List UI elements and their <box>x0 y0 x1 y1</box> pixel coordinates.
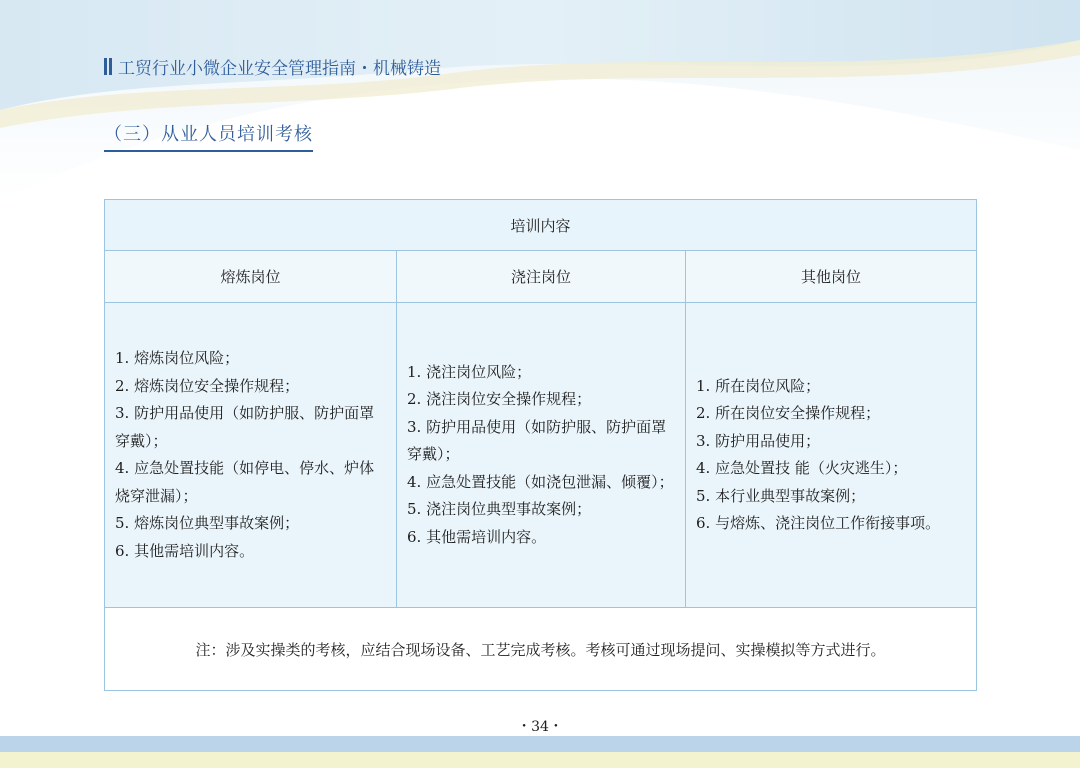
pouring-content-cell <box>397 303 686 608</box>
list-item: 1. 所在岗位风险； <box>696 376 821 395</box>
list-item: 5. 本行业典型事故案例； <box>696 486 866 505</box>
list-item: 1. 浇注岗位风险； <box>407 362 532 381</box>
smelting-item-list <box>115 345 386 565</box>
page-number: ・34・ <box>517 719 563 735</box>
list-item: 2. 所在岗位安全操作规程； <box>696 404 881 422</box>
section-title: （三）从业人员培训考核 <box>104 120 313 152</box>
list-item: 2. 浇注岗位安全操作规程； <box>407 390 592 409</box>
other-item-list <box>696 373 966 538</box>
list-item: 6. 与熔炼、浇注岗位工作衔接事项。 <box>696 514 941 532</box>
footer-band-blue <box>0 736 1080 752</box>
pouring-item-list <box>407 359 675 552</box>
header-title: 工贸行业小微企业安全管理指南・机械铸造 <box>118 59 441 79</box>
table-title: 培训内容 <box>105 200 977 251</box>
footer-band-yellow <box>0 752 1080 768</box>
training-table <box>104 199 977 691</box>
column-heading-pouring: 浇注岗位 <box>397 251 686 303</box>
list-item: 3. 防护用品使用（如防护服、防护面罩穿戴）； <box>115 404 375 450</box>
other-content-cell <box>686 303 977 608</box>
column-heading-other: 其他岗位 <box>686 251 977 303</box>
list-item: 2. 熔炼岗位安全操作规程； <box>115 376 300 395</box>
list-item: 6. 其他需培训内容。 <box>115 541 255 560</box>
list-item: 4. 应急处置技 能（火灾逃生）； <box>696 459 908 477</box>
table-note: 注：涉及实操类的考核，应结合现场设备、工艺完成考核。考核可通过现场提问、实操模拟等方式进行。 <box>105 608 977 691</box>
list-item: 3. 防护用品使用（如防护服、防护面罩穿戴）； <box>407 417 667 464</box>
list-item: 5. 浇注岗位典型事故案例； <box>407 500 592 519</box>
header-bars-icon <box>104 58 112 75</box>
list-item: 6. 其他需培训内容。 <box>407 527 547 546</box>
list-item: 5. 熔炼岗位典型事故案例； <box>115 514 300 532</box>
running-header <box>104 54 441 79</box>
column-heading-smelting: 熔炼岗位 <box>105 251 397 303</box>
list-item: 1. 熔炼岗位风险； <box>115 349 240 367</box>
list-item: 4. 应急处置技能（如停电、停水、炉体烧穿泄漏）； <box>115 459 375 505</box>
list-item: 4. 应急处置技能（如浇包泄漏、倾覆）； <box>407 472 674 491</box>
list-item: 3. 防护用品使用； <box>696 431 821 450</box>
smelting-content-cell <box>105 303 397 608</box>
